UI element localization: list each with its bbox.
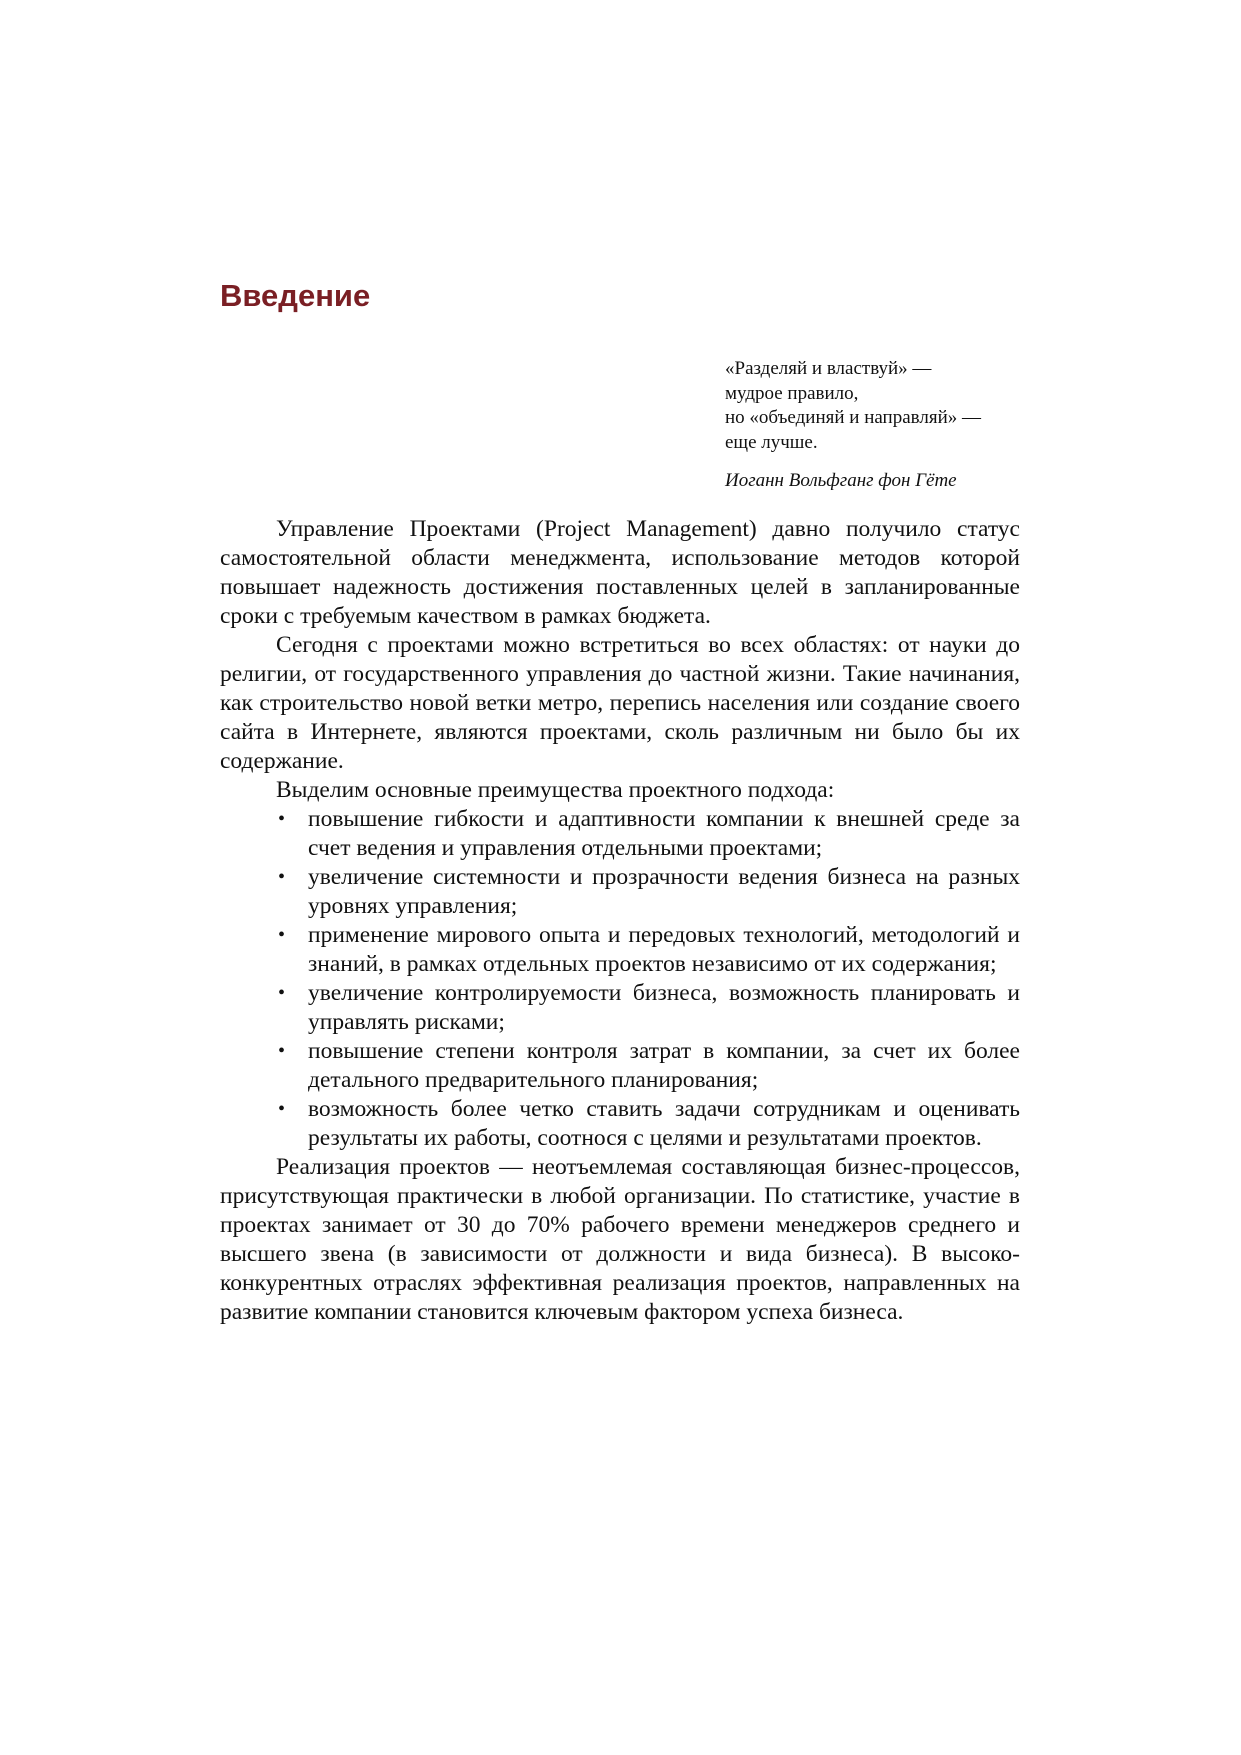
bullet-icon: • xyxy=(278,1098,286,1120)
list-item-text: повышение степени контроля затрат в компании, за счет их более детального предварительного планирования; xyxy=(308,1038,1020,1093)
epigraph-line: мудрое правило, xyxy=(725,382,859,404)
epigraph xyxy=(725,357,1055,494)
bullet-icon: • xyxy=(278,924,286,946)
list-item xyxy=(220,805,1020,863)
chapter-title: Введение xyxy=(220,278,371,313)
list-item xyxy=(220,1037,1020,1095)
bullet-icon: • xyxy=(278,866,286,888)
list-item xyxy=(220,921,1020,979)
list-item-text: повышение гибкости и адаптивности компании к внешней среде за счет ведения и управления отдельными проектами; xyxy=(308,806,1020,861)
list-item-text: возможность более четко ставить задачи сотрудникам и оценивать результаты их работы, соотнося с целями и результатами проектов. xyxy=(308,1096,1020,1151)
bullet-icon: • xyxy=(278,982,286,1004)
advantages-list xyxy=(220,805,1020,1153)
list-item xyxy=(220,863,1020,921)
list-item xyxy=(220,1095,1020,1153)
epigraph-line: но «объединяй и направляй» — xyxy=(725,407,982,428)
list-item-text: применение мирового опыта и передовых технологий, методологий и знаний, в рамках отдельных проектов независимо от их содержания; xyxy=(308,922,1020,977)
body-text xyxy=(220,515,1020,1327)
list-item xyxy=(220,979,1020,1037)
paragraph-examples: Сегодня с проектами можно встретиться во всех областях: от науки до религии, от государственного управления до частной жизни. Такие начинания, как строительство новой ветки метро, перепись населения или создание своего сайта в Интернете, являются проектами, сколь различным ни было бы их содержание. xyxy=(220,632,1020,774)
list-item-text: увеличение контролируемости бизнеса, возможность планировать и управлять рисками; xyxy=(308,980,1020,1035)
paragraph-advantages-lead: Выделим основные преимущества проектного подхода: xyxy=(276,777,835,803)
epigraph-line: «Разделяй и властвуй» — xyxy=(725,358,932,379)
bullet-icon: • xyxy=(278,1040,286,1062)
bullet-icon: • xyxy=(278,808,286,830)
paragraph-intro: Управление Проектами (Project Management) давно получило статус самостоятельной области менеджмента, использование методов которой повышает надежность достижения поставленных целей в запланированные сроки с требуемым качеством в рамках бюджета. xyxy=(220,516,1020,629)
paragraph-conclusion: Реализация проектов — неотъемлемая составляющая бизнес-процессов, присутствующая практически в любой организации. По статистике, участие в проектах занимает от 30 до 70% рабочего времени менеджеров среднего и высшего звена (в зависимости от должности и вида бизнеса). В высоко-конкурентных отраслях эффективная реализация проектов, направленных на развитие компании становится ключевым фактором успеха бизнеса. xyxy=(220,1154,1020,1325)
list-item-text: увеличение системности и прозрачности ведения бизнеса на разных уровнях управления; xyxy=(308,864,1020,919)
epigraph-author: Иоганн Вольфганг фон Гёте xyxy=(725,470,957,491)
epigraph-line: еще лучше. xyxy=(725,431,818,453)
